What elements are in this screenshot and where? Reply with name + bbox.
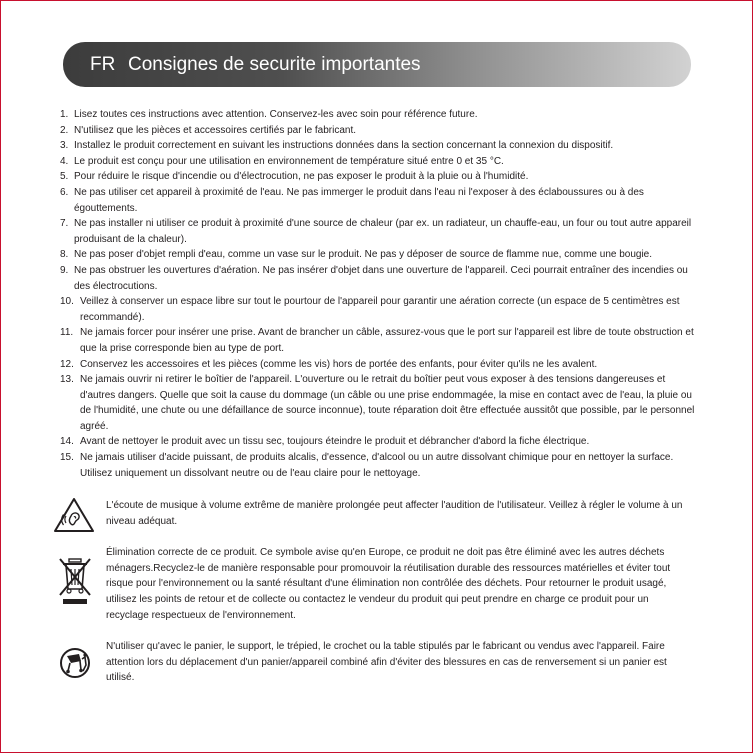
- item-number: 4.: [60, 155, 69, 167]
- list-item: [60, 123, 700, 139]
- item-text: Ne pas obstruer les ouvertures d'aération. Ne pas insérer d'objet dans une ouverture de l'appareil. Ceci pourrait entraîner des incendies ou des électrocutions.: [74, 264, 688, 292]
- item-text: Ne jamais forcer pour insérer une prise. Avant de brancher un câble, assurez-vous que le port sur l'appareil est libre de toute obstruction et que la prise corresponde bien au type de port.: [80, 327, 694, 354]
- item-text: Ne jamais utiliser d'acide puissant, de produits alcalis, d'essence, d'alcool ou un autre dissolvant chimique pour en nettoyer la surface. Utilisez uniquement un dissolvant neutre ou de l'eau claire pour le nettoyage.: [80, 452, 674, 479]
- item-text: Ne jamais ouvrir ni retirer le boîtier de l'appareil. L'ouverture ou le retrait du boîtier peut vous exposer à des tensions dangereuses et d'autres dangers. Quelle que soit la cause du dommage (un câble ou une prise endommagée, la mise en contact avec de l'eau, la pluie ou de l'humidité, une chute ou une défaillance de source inconnue), toute réparation doit être effectuée aussitôt que possible, par le personnel agréé.: [80, 374, 695, 432]
- list-item: [60, 372, 700, 434]
- item-number: 14.: [60, 436, 74, 448]
- list-item: [60, 216, 700, 247]
- item-text: Installez le produit correctement en suivant les instructions données dans la section concernant la connexion du dispositif.: [74, 140, 614, 152]
- item-number: 1.: [60, 109, 69, 120]
- list-item: [60, 247, 700, 263]
- item-number: 15.: [60, 452, 74, 464]
- disposal-notice: Élimination correcte de ce produit. Ce symbole avise qu'en Europe, ce produit ne doit pas être éliminé avec les autres déchets ménagers.Recyclez-le de manière responsable pour promouvoir la réutilisation durable des ressources matérielles et éviter tout risque pour l'environnement ou la santé résultant d'une élimination non contrôlée des déchets. Pour retourner le produit usagé, utilisez les points de retour et de collecte ou contactez le vendeur du produit qui peut prendre en charge ce produit pour un recyclage respectueux de l'environnement.: [106, 547, 671, 621]
- cart-notice: N'utiliser qu'avec le panier, le support, le trépied, le crochet ou la table stipulés par le fabricant ou vendus avec l'appareil. Faire attention lors du déplacement d'un panier/appareil combiné afin d'éviter des blessures en cas de renversement si un panier est utilisé.: [106, 641, 667, 684]
- list-item: [60, 357, 700, 373]
- list-item: [60, 434, 700, 450]
- item-number: 2.: [60, 124, 69, 136]
- hearing-warning-icon: [53, 497, 95, 533]
- item-number: 8.: [60, 249, 69, 261]
- item-number: 12.: [60, 358, 74, 370]
- item-text: Avant de nettoyer le produit avec un tissu sec, toujours éteindre le produit et débrancher d'abord la fiche électrique.: [80, 436, 590, 448]
- item-number: 5.: [60, 171, 69, 183]
- item-number: 9.: [60, 264, 69, 276]
- item-number: 3.: [60, 140, 69, 152]
- list-item: [60, 325, 700, 356]
- item-text: Ne pas poser d'objet rempli d'eau, comme un vase sur le produit. Ne pas y déposer de source de flamme nue, comme une bougie.: [74, 249, 653, 261]
- list-item: [60, 154, 700, 170]
- item-number: 11.: [60, 327, 74, 339]
- item-number: 7.: [60, 218, 69, 230]
- weee-bin-icon: [57, 555, 93, 605]
- language-code: FR: [90, 53, 116, 75]
- list-item: [60, 169, 700, 185]
- item-text: Lisez toutes ces instructions avec attention. Conservez-les avec soin pour référence future.: [74, 109, 478, 120]
- list-item: [60, 263, 700, 294]
- item-text: N'utilisez que les pièces et accessoires certifiés par le fabricant.: [74, 124, 357, 136]
- item-text: Conservez les accessoires et les pièces (comme les vis) hors de portée des enfants, pour éviter qu'ils ne les avalent.: [80, 358, 598, 370]
- item-number: 6.: [60, 186, 69, 198]
- list-item: [60, 107, 700, 123]
- item-text: Veillez à conserver un espace libre sur tout le pourtour de l'appareil pour garantir une aération correcte (un espace de 5 centimètres est recommandé).: [80, 296, 680, 323]
- cart-tipover-icon: [59, 647, 91, 679]
- list-item: [60, 138, 700, 154]
- safety-instructions-list: [60, 107, 700, 481]
- list-item: [60, 294, 700, 325]
- item-text: Le produit est conçu pour une utilisation en environnement de température situé entre 0 et 35 °C.: [74, 155, 504, 167]
- item-text: Ne pas installer ni utiliser ce produit à proximité d'une source de chaleur (par ex. un radiateur, un chauffe-eau, un four ou tout autre appareil produisant de la chaleur).: [74, 218, 692, 245]
- item-number: 13.: [60, 374, 74, 386]
- item-text: Ne pas utiliser cet appareil à proximité de l'eau. Ne pas immerger le produit dans l'eau ni l'exposer à des éclaboussures ou à des égouttements.: [74, 186, 644, 214]
- item-text: Pour réduire le risque d'incendie ou d'électrocution, ne pas exposer le produit à la pluie ou à l'humidité.: [74, 171, 529, 183]
- item-number: 10.: [60, 296, 74, 308]
- hearing-notice: L'écoute de musique à volume extrême de manière prolongée peut affecter l'audition de l'utilisateur. Veillez à régler le volume à un niveau adéquat.: [106, 500, 683, 527]
- page-title: Consignes de securite importantes: [128, 53, 421, 75]
- list-item: [60, 450, 700, 481]
- section-header: [63, 42, 691, 87]
- list-item: [60, 185, 700, 216]
